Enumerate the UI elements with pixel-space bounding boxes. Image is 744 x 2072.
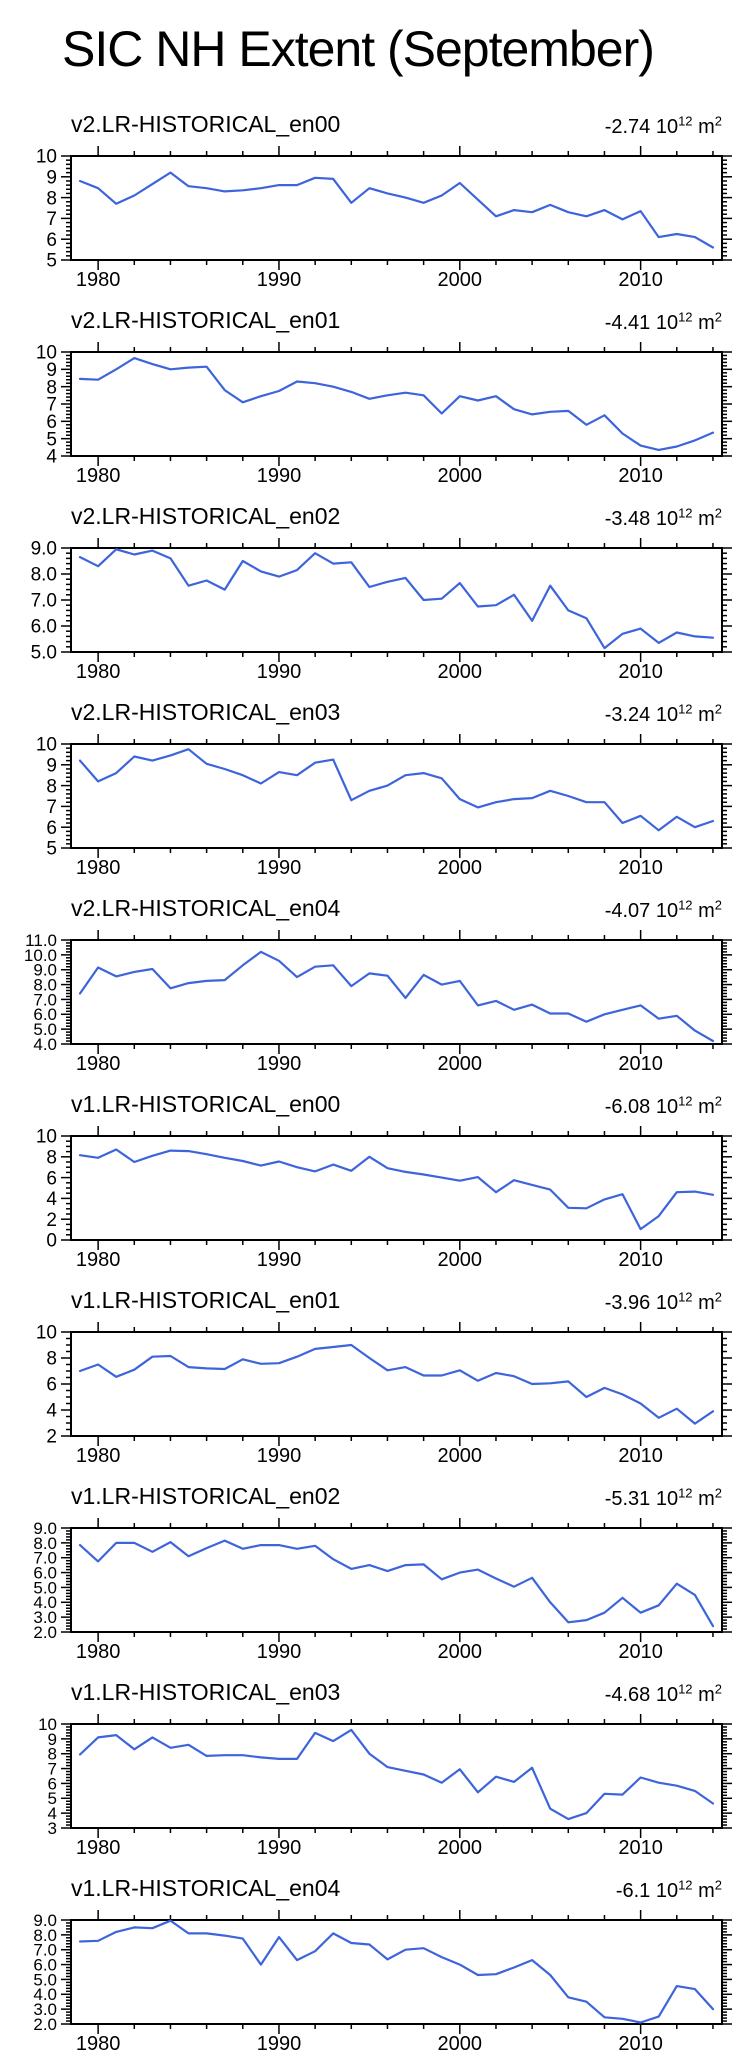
y-tick-label: 5.0 (30, 642, 57, 664)
y-tick-label: 8 (46, 776, 57, 798)
x-tick-label: 2000 (437, 269, 483, 291)
x-tick-label: 1990 (256, 857, 302, 879)
x-axis-labels (76, 661, 663, 683)
y-tick-label: 9.0 (30, 538, 57, 560)
x-axis-labels (76, 1641, 663, 1663)
y-tick-label: 10 (35, 1126, 57, 1148)
trend-unit: m (692, 1684, 715, 1706)
x-tick-label: 1980 (75, 1445, 121, 1467)
data-line (80, 358, 713, 450)
trend-value: -3.24 10 (604, 704, 679, 726)
trend-exponent: 12 (678, 113, 693, 129)
plot-box (71, 940, 722, 1044)
x-tick-label: 1980 (75, 269, 121, 291)
y-tick-label: 2.0 (33, 1622, 57, 1642)
axis-ticks (61, 1322, 732, 1446)
plot-box (71, 156, 722, 260)
x-tick-label: 1990 (256, 1445, 302, 1467)
y-axis-labels (36, 1323, 58, 1448)
x-tick-label: 2000 (437, 1249, 483, 1271)
trend-unit: m (692, 900, 715, 922)
panel-v1.LR-HISTORICAL_en04 (0, 1860, 744, 2056)
x-tick-label: 1980 (75, 1641, 121, 1663)
y-tick-label: 6 (47, 1774, 57, 1794)
panel-v2.LR-HISTORICAL_en03 (0, 684, 744, 880)
x-tick-label: 1980 (75, 1837, 121, 1859)
y-tick-label: 4 (46, 1400, 57, 1422)
x-tick-label: 2000 (437, 1641, 483, 1663)
axis-ticks (61, 1714, 732, 1838)
y-tick-label: 6 (46, 411, 57, 433)
x-tick-label: 2000 (437, 1837, 483, 1859)
y-tick-label: 10 (38, 1714, 57, 1734)
panel-title: v1.LR-HISTORICAL_en02 (71, 1483, 341, 1509)
y-tick-label: 9 (46, 167, 57, 189)
y-tick-label: 8 (46, 1348, 57, 1370)
y-axis-labels (24, 931, 57, 1054)
x-tick-label: 1980 (75, 1053, 121, 1075)
panel-v1.LR-HISTORICAL_en00 (0, 1076, 744, 1272)
y-tick-label: 5.0 (33, 1578, 57, 1598)
y-tick-label: 7.0 (30, 590, 57, 612)
trend-unit: m (692, 1292, 715, 1314)
panel-v2.LR-HISTORICAL_en01 (0, 292, 744, 488)
y-tick-label: 8.0 (30, 564, 57, 586)
trend-exponent: 12 (678, 897, 693, 913)
trend-exponent: 12 (678, 505, 693, 521)
x-axis-labels (76, 269, 663, 291)
trend-annotation (604, 309, 722, 335)
trend-annotation (604, 701, 722, 727)
trend-value: -4.41 10 (604, 312, 679, 334)
plot-box (71, 1920, 722, 2024)
panel-title: v2.LR-HISTORICAL_en00 (71, 111, 341, 137)
y-tick-label: 6 (46, 817, 57, 839)
y-tick-label: 0 (46, 1230, 57, 1252)
trend-unit-exponent: 2 (714, 113, 722, 129)
axis-ticks (61, 1518, 732, 1642)
x-tick-label: 1990 (256, 269, 302, 291)
trend-unit: m (692, 1880, 715, 1902)
y-tick-label: 4 (46, 446, 57, 468)
panel-title: v2.LR-HISTORICAL_en03 (71, 699, 341, 725)
y-tick-label: 9 (46, 359, 57, 381)
trend-unit: m (692, 312, 715, 334)
data-line (80, 1730, 713, 1819)
trend-annotation (604, 505, 722, 531)
plot-box (71, 548, 722, 652)
data-line (80, 1541, 713, 1627)
x-tick-label: 2000 (437, 857, 483, 879)
axis-ticks (61, 538, 732, 662)
x-axis-labels (76, 465, 663, 487)
data-line (80, 749, 713, 830)
y-tick-label: 4.0 (33, 1034, 57, 1054)
panel-title: v2.LR-HISTORICAL_en01 (71, 307, 341, 333)
panels-container (0, 96, 744, 2056)
y-tick-label: 7 (47, 1759, 57, 1779)
data-line (80, 952, 713, 1041)
y-tick-label: 3.0 (33, 1608, 57, 1628)
y-tick-label: 3 (47, 1818, 57, 1838)
axis-ticks (61, 734, 732, 858)
y-tick-label: 5.0 (33, 1020, 57, 1040)
trend-unit: m (692, 116, 715, 138)
trend-annotation (604, 1093, 722, 1119)
x-tick-label: 2000 (437, 1053, 483, 1075)
y-axis-labels (36, 343, 58, 468)
trend-unit-exponent: 2 (714, 505, 722, 521)
x-tick-label: 1980 (75, 857, 121, 879)
trend-unit: m (692, 1488, 715, 1510)
trend-unit-exponent: 2 (714, 309, 722, 325)
x-axis-labels (76, 1053, 663, 1075)
x-tick-label: 1980 (75, 2033, 121, 2055)
y-tick-label: 6 (46, 1168, 57, 1190)
panel-title: v1.LR-HISTORICAL_en04 (71, 1875, 341, 1901)
x-axis-labels (76, 857, 663, 879)
panel-v1.LR-HISTORICAL_en02 (0, 1468, 744, 1664)
trend-unit-exponent: 2 (714, 1681, 722, 1697)
panel-title: v1.LR-HISTORICAL_en00 (71, 1091, 341, 1117)
x-tick-label: 2010 (618, 1445, 663, 1467)
panel-v1.LR-HISTORICAL_en03 (0, 1664, 744, 1860)
page-title: SIC NH Extent (September) (62, 21, 654, 77)
trend-value: -3.48 10 (604, 508, 679, 530)
y-tick-label: 2.0 (33, 2014, 57, 2034)
trend-value: -4.68 10 (604, 1684, 679, 1706)
trend-annotation (604, 113, 722, 139)
y-tick-label: 4.0 (33, 1593, 57, 1613)
trend-exponent: 12 (678, 1877, 693, 1893)
y-tick-label: 6 (46, 1374, 57, 1396)
x-tick-label: 2010 (618, 1641, 663, 1663)
trend-unit-exponent: 2 (714, 1093, 722, 1109)
y-tick-label: 4.0 (33, 1985, 57, 2005)
plot-box (71, 1724, 722, 1828)
trend-value: -3.96 10 (604, 1292, 679, 1314)
y-tick-label: 5 (46, 250, 57, 272)
y-tick-label: 6 (46, 229, 57, 251)
x-tick-label: 1990 (256, 465, 302, 487)
y-tick-label: 8 (46, 1147, 57, 1169)
y-axis-labels (38, 1715, 57, 1838)
y-axis-labels (36, 1127, 58, 1252)
x-tick-label: 2010 (618, 1837, 663, 1859)
trend-annotation (604, 897, 722, 923)
trend-value: -6.08 10 (604, 1096, 679, 1118)
axis-ticks (61, 1910, 732, 2034)
x-tick-label: 1990 (256, 2033, 302, 2055)
x-tick-label: 1980 (75, 1249, 121, 1271)
panel-title: v1.LR-HISTORICAL_en03 (71, 1679, 341, 1705)
y-axis-labels (36, 735, 57, 860)
y-tick-label: 5 (47, 1789, 57, 1809)
data-line (80, 1150, 713, 1230)
y-tick-label: 10 (35, 146, 57, 168)
trend-exponent: 12 (678, 309, 693, 325)
trend-unit-exponent: 2 (714, 701, 722, 717)
y-tick-label: 9 (46, 755, 57, 777)
trend-annotation (615, 1877, 722, 1903)
y-tick-label: 6.0 (33, 1955, 57, 1975)
x-tick-label: 2010 (618, 661, 663, 683)
y-axis-labels (36, 147, 57, 272)
x-tick-label: 2010 (618, 269, 663, 291)
y-tick-label: 7 (46, 797, 57, 819)
x-tick-label: 1980 (75, 661, 121, 683)
y-tick-label: 4 (46, 1189, 57, 1211)
y-tick-label: 9.0 (33, 1518, 57, 1538)
y-tick-label: 8.0 (33, 1925, 57, 1945)
x-tick-label: 1990 (256, 661, 302, 683)
x-tick-label: 2010 (618, 1249, 663, 1271)
trend-annotation (604, 1485, 722, 1511)
trend-unit-exponent: 2 (714, 1877, 722, 1893)
axis-ticks (61, 1126, 732, 1250)
trend-unit-exponent: 2 (714, 1485, 722, 1501)
y-tick-label: 8.0 (33, 975, 57, 995)
x-tick-label: 2000 (437, 661, 483, 683)
x-tick-label: 2010 (618, 465, 663, 487)
y-tick-label: 11.0 (25, 930, 57, 950)
x-tick-label: 2000 (437, 2033, 483, 2055)
y-tick-label: 4 (47, 1804, 57, 1824)
y-axis-labels (33, 1519, 57, 1642)
y-tick-label: 6.0 (30, 616, 57, 638)
y-tick-label: 7 (46, 394, 57, 416)
x-tick-label: 1990 (256, 1053, 302, 1075)
y-tick-label: 6.0 (33, 1005, 57, 1025)
x-tick-label: 1990 (256, 1249, 302, 1271)
y-tick-label: 9 (47, 1729, 57, 1749)
x-tick-label: 2000 (437, 1445, 483, 1467)
trend-value: -6.1 10 (615, 1880, 679, 1902)
panel-title: v1.LR-HISTORICAL_en01 (71, 1287, 341, 1313)
trend-unit-exponent: 2 (714, 897, 722, 913)
trend-unit: m (692, 508, 715, 530)
y-tick-label: 5 (46, 838, 57, 860)
panel-title: v2.LR-HISTORICAL_en02 (71, 503, 341, 529)
y-tick-label: 10 (35, 342, 57, 364)
trend-annotation (604, 1289, 722, 1315)
y-axis-labels (31, 539, 57, 664)
y-tick-label: 3.0 (33, 2000, 57, 2020)
axis-ticks (61, 342, 732, 466)
y-tick-label: 8.0 (33, 1533, 57, 1553)
x-tick-label: 2010 (618, 857, 663, 879)
y-tick-label: 8 (47, 1744, 57, 1764)
trend-unit: m (692, 1096, 715, 1118)
y-tick-label: 8 (46, 188, 57, 210)
y-tick-label: 2 (46, 1209, 57, 1231)
x-tick-label: 1990 (256, 1837, 302, 1859)
trend-exponent: 12 (678, 1681, 693, 1697)
y-tick-label: 5.0 (33, 1970, 57, 1990)
x-tick-label: 1980 (75, 465, 121, 487)
x-tick-label: 2000 (437, 465, 483, 487)
trend-unit: m (692, 704, 715, 726)
trend-value: -4.07 10 (604, 900, 679, 922)
axis-ticks (61, 930, 732, 1054)
panel-v2.LR-HISTORICAL_en04 (0, 880, 744, 1076)
y-tick-label: 9.0 (33, 1910, 57, 1930)
trend-value: -2.74 10 (604, 116, 679, 138)
trend-exponent: 12 (678, 1093, 693, 1109)
plot-box (71, 1332, 722, 1436)
panel-v2.LR-HISTORICAL_en02 (0, 488, 744, 684)
y-tick-label: 7 (46, 209, 57, 231)
y-tick-label: 5 (46, 429, 57, 451)
axis-ticks (61, 146, 732, 270)
y-tick-label: 7.0 (33, 1548, 57, 1568)
trend-exponent: 12 (678, 1289, 693, 1305)
y-tick-label: 2 (46, 1426, 57, 1448)
trend-unit-exponent: 2 (714, 1289, 722, 1305)
x-axis-labels (76, 2033, 663, 2055)
trend-annotation (604, 1681, 722, 1707)
x-axis-labels (76, 1445, 663, 1467)
x-tick-label: 2010 (618, 1053, 663, 1075)
data-line (80, 1921, 713, 2023)
data-line (80, 549, 713, 648)
x-tick-label: 2010 (618, 2033, 663, 2055)
trend-exponent: 12 (678, 701, 693, 717)
x-axis-labels (76, 1249, 663, 1271)
y-tick-label: 6.0 (33, 1563, 57, 1583)
y-tick-label: 10 (35, 734, 57, 756)
panel-v1.LR-HISTORICAL_en01 (0, 1272, 744, 1468)
y-tick-label: 9.0 (33, 960, 57, 980)
y-tick-label: 10 (35, 1322, 57, 1344)
y-tick-label: 7.0 (33, 1940, 57, 1960)
plot-box (71, 744, 722, 848)
trend-exponent: 12 (678, 1485, 693, 1501)
y-tick-label: 8 (46, 377, 57, 399)
x-axis-labels (76, 1837, 663, 1859)
data-line (80, 1345, 713, 1424)
panel-title: v2.LR-HISTORICAL_en04 (71, 895, 341, 921)
trend-value: -5.31 10 (604, 1488, 679, 1510)
panel-v2.LR-HISTORICAL_en00 (0, 96, 744, 292)
plot-box (71, 352, 722, 456)
y-tick-label: 10.0 (23, 945, 57, 965)
data-line (80, 173, 713, 248)
y-tick-label: 7.0 (33, 990, 57, 1010)
y-axis-labels (33, 1911, 57, 2034)
x-tick-label: 1990 (256, 1641, 302, 1663)
